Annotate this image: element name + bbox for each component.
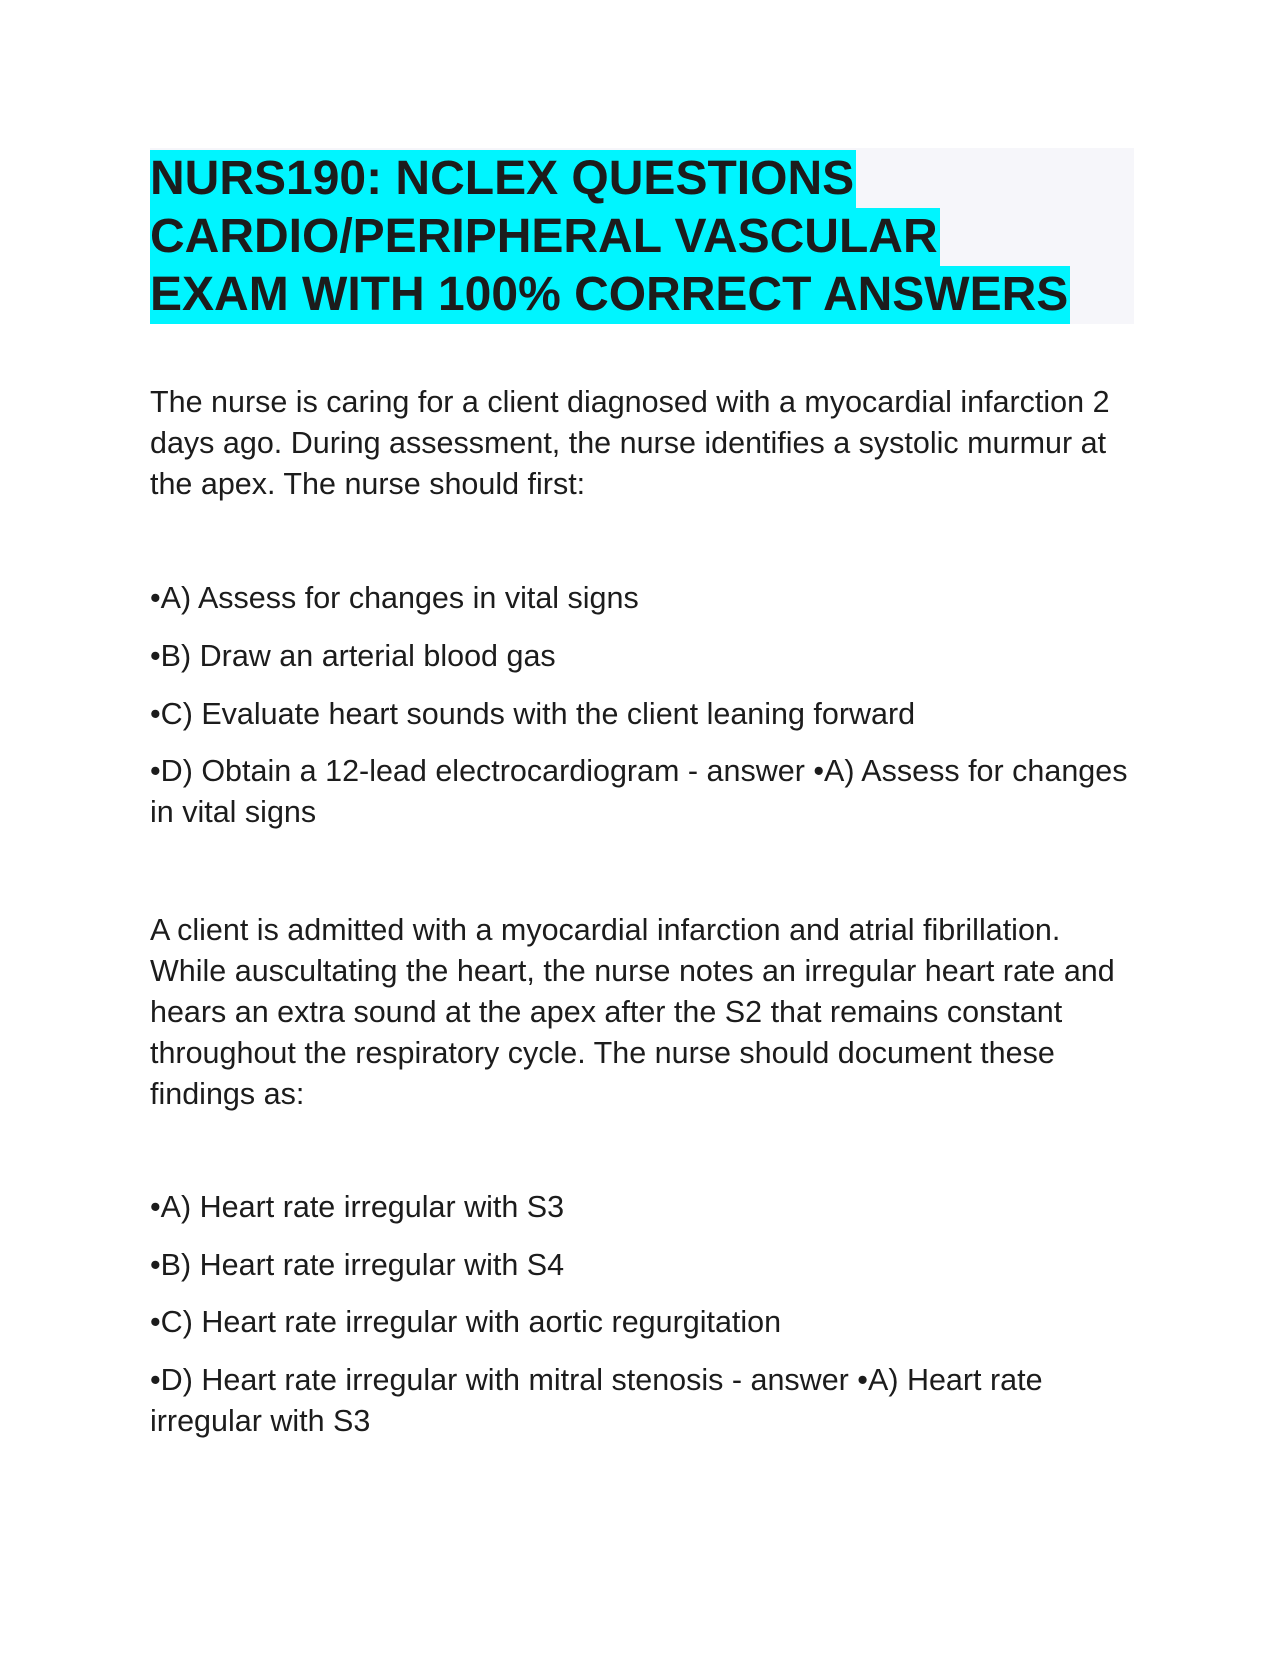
title-line-3: EXAM WITH 100% CORRECT ANSWERS: [150, 266, 1070, 324]
question-2-option-c: •C) Heart rate irregular with aortic regurgitation: [150, 1305, 782, 1339]
question-2-stem: A client is admitted with a myocardial infarction and atrial fibrillation. While auscultating the heart, the nurse notes an irregular heart rate and hears an extra sound at the apex after the S2 that remains constant throughout the respiratory cycle. The nurse should document these findings as:: [150, 913, 1115, 1111]
question-1-option-a: •A) Assess for changes in vital signs: [150, 581, 639, 615]
question-1-stem: The nurse is caring for a client diagnosed with a myocardial infarction 2 days ago. During assessment, the nurse identifies a systolic murmur at the apex. The nurse should first:: [150, 385, 1110, 501]
question-2-option-b: •B) Heart rate irregular with S4: [150, 1248, 565, 1282]
question-1-option-b: •B) Draw an arterial blood gas: [150, 639, 556, 673]
title-line-2: CARDIO/PERIPHERAL VASCULAR: [150, 208, 940, 266]
title-line-1: NURS190: NCLEX QUESTIONS: [150, 150, 856, 208]
question-2-option-a: •A) Heart rate irregular with S3: [150, 1190, 565, 1224]
question-1-option-c: •C) Evaluate heart sounds with the client leaning forward: [150, 697, 916, 731]
question-2-option-d-answer: •D) Heart rate irregular with mitral stenosis - answer •A) Heart rate irregular with S3: [150, 1363, 1043, 1438]
document-title: [150, 148, 1134, 324]
question-1-option-d-answer: •D) Obtain a 12-lead electrocardiogram - answer •A) Assess for changes in vital signs: [150, 754, 1128, 829]
